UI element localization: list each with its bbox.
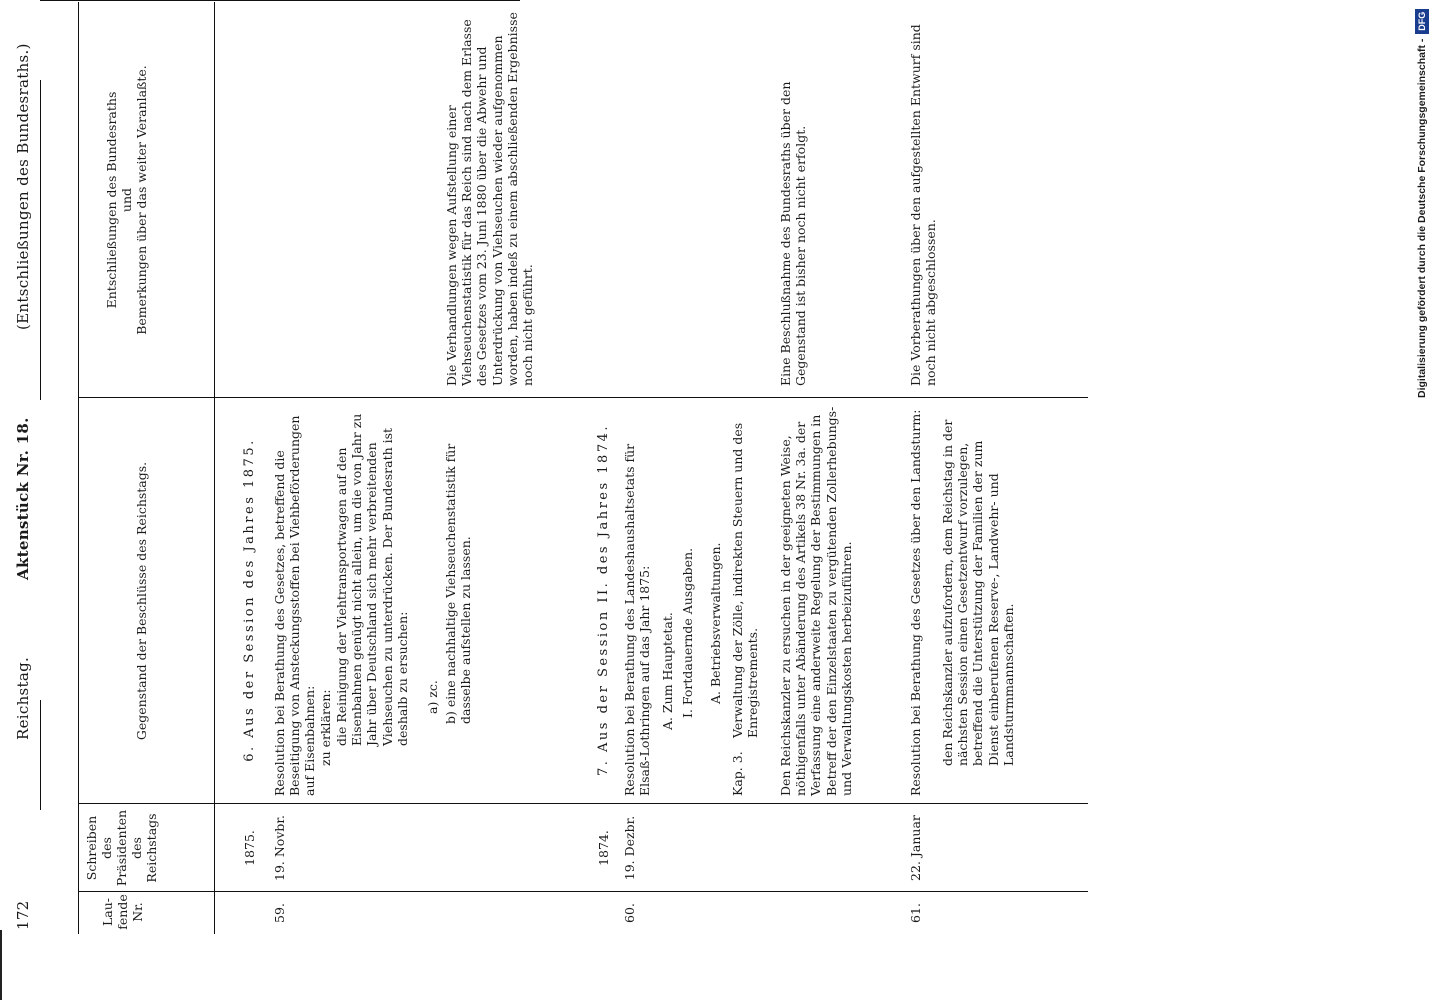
session-heading: 6. Aus der Session des Jahres 1875. <box>242 438 257 762</box>
session-heading: 7. Aus der Session II. des Jahres 1874. <box>596 424 611 777</box>
funding-note <box>1412 8 1432 398</box>
header-underline <box>40 700 41 810</box>
row-subject: Den Reichskanzler zu ersuchen in der geeigneten Weise, nöthigenfalls unter Abänderung des Artikels 38 Nr. 3a. der Verfassung eine anderweite Regelung der Bestimmungen in Betreff der den Einzelstaaten zu vergütenden Zollerhebungs- und Verwaltungskosten herbeizuführen. <box>778 406 854 796</box>
row-subject: zu erklären: <box>318 689 333 766</box>
header-suffix: (Entschließungen des Bundesraths.) <box>14 43 32 330</box>
col-divider <box>78 397 1088 398</box>
col-divider <box>78 803 1088 804</box>
row-date: 22. Januar <box>908 815 923 881</box>
row-number: 61. <box>908 903 923 923</box>
table-head-rule <box>214 2 215 934</box>
row-date: 19. Novbr. <box>272 815 287 881</box>
row-subject: Kap. 3. <box>730 751 745 796</box>
row-decision: Eine Beschlußnahme des Bundesraths über den Gegenstand ist bisher noch nicht erfolgt. <box>778 81 809 386</box>
dfg-logo: DFG <box>1415 9 1429 34</box>
page-number: 172 <box>14 900 32 930</box>
row-subject: I. Fortdauernde Ausgaben. <box>680 547 695 718</box>
header-underline <box>40 80 41 400</box>
col-head-date: Schreiben des Präsidenten des Reichstags <box>84 809 159 887</box>
col-divider <box>78 891 1088 892</box>
header-prefix: Reichstag. <box>14 656 32 740</box>
row-decision: Die Verhandlungen wegen Aufstellung einer Viehseuchenstatistik für das Reich sind nach dem Erlasse des Gesetzes vom 23. Juni 1880 über die Abwehr und Unterdrückung von Viehseuchen wieder aufgenommen worden, haben indeß zu einem abschließenden Ergebnisse noch nicht geführt. <box>444 12 536 386</box>
row-subject: A. Betriebsverwaltungen. <box>708 542 723 704</box>
header-title: Aktenstück Nr. 18. <box>14 417 32 580</box>
funding-label: Digitalisierung gefördert durch die Deutsche Forschungsgemeinschaft - <box>1416 38 1428 398</box>
page-header <box>14 0 38 930</box>
row-subject: b) eine nachhaltige Viehseuchenstatistik für dasselbe aufstellen zu lassen. <box>443 443 474 724</box>
table-top-rule <box>78 2 79 934</box>
col-head-nr: Lau- fende Nr. <box>100 894 145 930</box>
row-number: 59. <box>272 903 287 923</box>
col-head-decision: Entschließungen des Bundesraths und Bemerkungen über das weiter Veranlaßte. <box>104 65 149 335</box>
row-subject: A. Zum Hauptetat. <box>660 612 675 730</box>
row-number: 60. <box>622 903 637 923</box>
row-subject: Resolution bei Berathung des Gesetzes über den Landsturm: <box>908 409 923 796</box>
row-year: 1874. <box>596 830 611 866</box>
row-subject: Resolution bei Berathung des Landeshaushaltsetats für Elsaß-Lothringen auf das Jahr 1875: <box>622 443 653 796</box>
row-decision: Die Vorberathungen über den aufgestellten Entwurf sind noch nicht abgeschlossen. <box>908 24 939 386</box>
row-subject: den Reichskanzler aufzufordern, dem Reichstag in der nächsten Session einen Gesetzentwurf vorzulegen, betreffend die Unterstützung der Familien der zum Dienst einberufenen Reserve-, Landwehr- und Landsturmmannschaften. <box>940 419 1016 766</box>
row-year: 1875. <box>242 830 257 866</box>
row-subject: Verwaltung der Zölle, indirekten Steuern und des Enregistrements. <box>730 422 761 738</box>
row-date: 19. Dezbr. <box>622 815 637 881</box>
row-subject: die Reinigung der Viehtransportwagen auf den Eisenbahnen genügt nicht allein, um die von Jahr zu Jahr über Deutschland sich mehr verbreitenden Viehseuchen zu unterdrücken. Der Bundesrath ist deshalb zu ersuchen: <box>334 413 410 746</box>
row-subject: Resolution bei Berathung des Gesetzes, betreffend die Beseitigung von Ansteckungsstoffen bei Viehbeförderungen auf Eisenbahnen: <box>272 415 318 796</box>
row-subject: a) zc. <box>425 680 440 714</box>
col-head-subject: Gegenstand der Beschlüsse des Reichstags. <box>134 461 149 741</box>
